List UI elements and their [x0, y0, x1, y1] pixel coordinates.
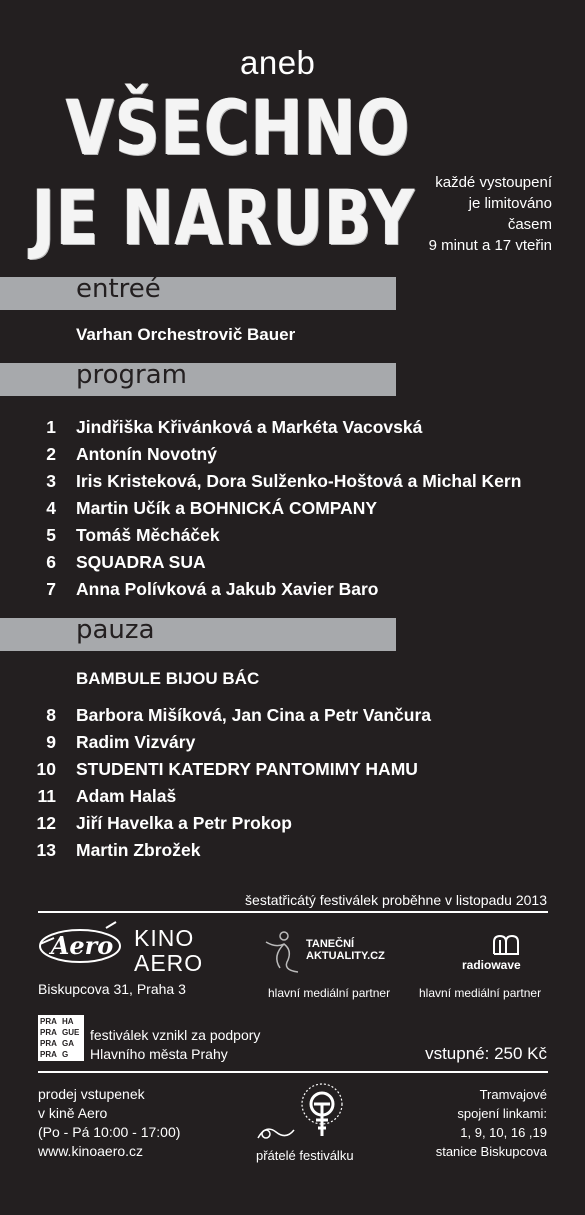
praha-logo-cell: PRA	[40, 1050, 57, 1059]
kino-name-line: AERO	[134, 950, 204, 976]
program-performer: Barbora Mišíková, Jan Cina a Petr Vančura	[76, 705, 432, 725]
limit-line: je limitováno	[468, 195, 552, 212]
entree-bar	[0, 274, 396, 310]
praha-logo-cell: PRA	[40, 1039, 57, 1048]
program-performer: Martin Zbrožek	[76, 840, 201, 860]
kino-name	[134, 926, 203, 976]
dancer-icon	[262, 930, 302, 974]
limit-line: každé vystoupení	[435, 174, 552, 191]
pauza-label: pauza	[76, 615, 155, 645]
tanecni-logo-line: TANEČNÍ	[306, 938, 355, 950]
program-label: program	[76, 360, 187, 390]
program-number: 13	[36, 840, 56, 860]
friends-logos	[252, 1080, 362, 1150]
support-note	[90, 1026, 260, 1064]
program-performer: Radim Vizváry	[76, 732, 196, 752]
limit-line: časem	[507, 216, 552, 233]
praha-logo-cell: PRA	[40, 1028, 57, 1037]
praha-logo-cell: GA	[62, 1039, 74, 1048]
tickets-line: (Po - Pá 10:00 - 17:00)	[38, 1124, 181, 1140]
program-number: 8	[46, 705, 56, 725]
program-number: 4	[46, 498, 56, 518]
kino-name-line: KINO	[134, 925, 195, 951]
tickets-info	[38, 1085, 180, 1161]
program-performer: Anna Polívková a Jakub Xavier Baro	[76, 579, 379, 599]
support-line: festiválek vznikl za podpory	[90, 1027, 261, 1043]
tickets-line: www.kinoaero.cz	[38, 1143, 144, 1159]
price: vstupné: 250 Kč	[425, 1044, 547, 1063]
support-line: Hlavního města Prahy	[90, 1046, 228, 1062]
friends-caption: přátelé festiválku	[256, 1148, 354, 1163]
tickets-line: v kině Aero	[38, 1105, 108, 1121]
tram-line: Tramvajové	[479, 1087, 547, 1102]
praha-logo-cell: HA	[62, 1017, 74, 1026]
praha-logo-cell: G	[62, 1050, 69, 1059]
program-bar	[0, 360, 396, 396]
praha-logo	[38, 1015, 84, 1061]
kino-logo-text: Aero	[50, 931, 114, 960]
program-number: 10	[36, 759, 56, 779]
limit-line: 9 minut a 17 vteřin	[428, 237, 552, 254]
entree-label: entreé	[76, 274, 161, 304]
title-line-2: JE NARUBY	[32, 173, 416, 262]
tram-info	[436, 1085, 547, 1161]
program-number: 5	[46, 525, 56, 545]
radio-logo-text: radiowave	[462, 958, 521, 972]
radio-caption: hlavní mediální partner	[419, 986, 542, 1000]
kino-aero-logo	[36, 920, 128, 974]
tanecni-caption: hlavní mediální partner	[268, 986, 391, 1000]
friends-emblem-icon	[252, 1080, 362, 1150]
radio-wave-icon	[490, 934, 520, 956]
praha-logo-cell: GUE	[62, 1028, 80, 1037]
footer-rule-bottom	[38, 1071, 548, 1073]
program-performer: Adam Halaš	[76, 786, 177, 806]
program-performer: SQUADRA SUA	[76, 552, 206, 572]
program-performer: Jiří Havelka a Petr Prokop	[76, 813, 292, 833]
entree-performer: Varhan Orchestrovič Bauer	[76, 325, 296, 344]
program-number: 3	[46, 471, 56, 491]
program-performer: Jindřiška Křivánková a Markéta Vacovská	[76, 417, 423, 437]
program-number: 12	[36, 813, 56, 833]
program-number: 2	[46, 444, 56, 464]
radio-wave-logo	[462, 934, 548, 974]
festival-note: šestatřicátý festiválek proběhne v listopadu 2013	[245, 892, 547, 908]
kino-aero-emblem-icon	[36, 920, 128, 974]
time-limit-note	[429, 172, 552, 256]
program-number: 6	[46, 552, 56, 572]
pauza-performer: BAMBULE BIJOU BÁC	[76, 669, 260, 688]
praha-logo-cell: PRA	[40, 1017, 57, 1026]
program-performer: Antonín Novotný	[76, 444, 217, 464]
tram-line: spojení linkami:	[457, 1106, 547, 1121]
program-performer: STUDENTI KATEDRY PANTOMIMY HAMU	[76, 759, 418, 779]
tickets-line: prodej vstupenek	[38, 1086, 145, 1102]
program-performer: Iris Kristeková, Dora Sulženko-Hoštová a Michal Kern	[76, 471, 522, 491]
program-number: 1	[46, 417, 56, 437]
program-number: 9	[46, 732, 56, 752]
tanecni-aktuality-logo	[262, 930, 397, 976]
tram-line: stanice Biskupcova	[435, 1144, 547, 1159]
program-performer: Martin Učík a BOHNICKÁ COMPANY	[76, 498, 378, 518]
kino-address: Biskupcova 31, Praha 3	[38, 981, 186, 997]
tanecni-logo-line: AKTUALITY.CZ	[306, 950, 385, 962]
program-performer: Tomáš Měcháček	[76, 525, 220, 545]
pauza-bar	[0, 615, 396, 651]
title-line-1: VŠECHNO	[66, 83, 411, 172]
program-number: 11	[37, 786, 56, 806]
tram-line: 1, 9, 10, 16 ,19	[460, 1125, 547, 1140]
footer-rule-top	[38, 911, 548, 913]
aneb-subtitle: aneb	[240, 44, 316, 81]
program-number: 7	[46, 579, 56, 599]
